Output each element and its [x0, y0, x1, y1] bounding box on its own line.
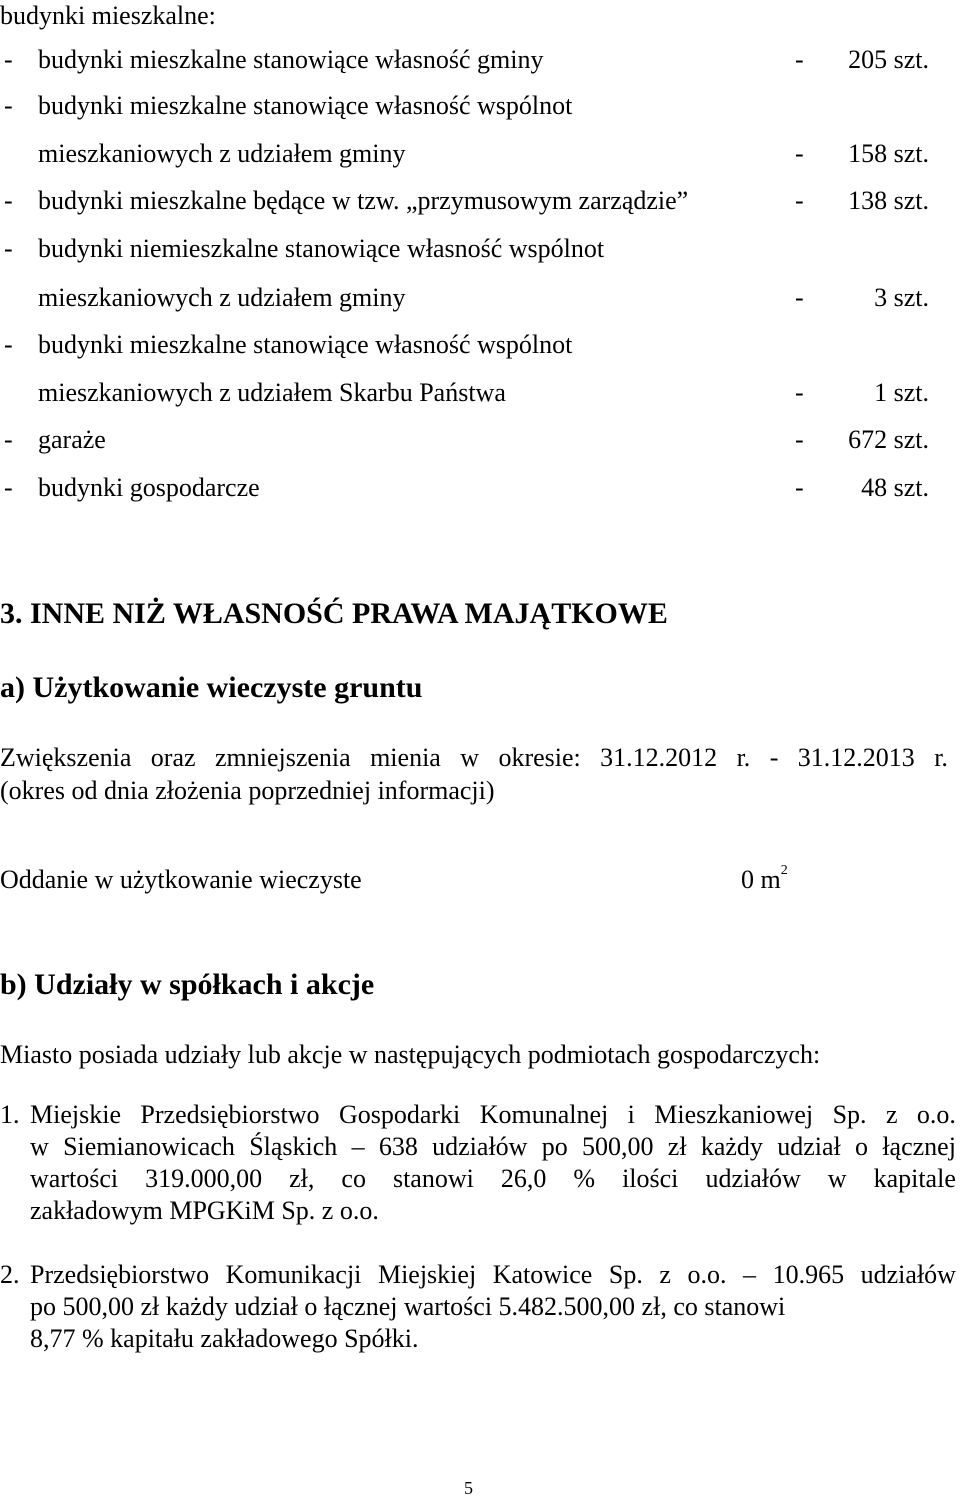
building-count: 48 szt.	[861, 473, 929, 502]
value-dash: -	[795, 425, 804, 454]
list-dash: -	[4, 330, 13, 359]
building-label-cont: mieszkaniowych z udziałem gminy	[38, 139, 406, 168]
shares-intro: Miasto posiada udziały lub akcje w następujących podmiotach gospodarczych:	[0, 1040, 821, 1069]
company-2-line-2: po 500,00 zł każdy udział o łącznej wartości 5.482.500,00 zł, co stanowi	[30, 1292, 786, 1321]
word: w	[30, 1132, 49, 1161]
company-1-line-2	[30, 1132, 956, 1162]
word: zł	[667, 1132, 687, 1161]
period-word: r.	[934, 743, 948, 772]
usufruct-value-number: 0 m	[741, 865, 781, 894]
value-dash: -	[795, 473, 804, 502]
building-label: budynki mieszkalne stanowiące własność gminy	[38, 45, 544, 74]
word: 638	[378, 1132, 418, 1161]
usufruct-value	[741, 865, 788, 895]
list-dash: -	[4, 473, 13, 502]
word: z	[659, 1260, 671, 1289]
word: zł,	[289, 1164, 315, 1193]
period-word: r.	[736, 743, 751, 772]
word: Siemianowicach	[63, 1132, 235, 1161]
word: każdy	[700, 1132, 763, 1161]
word: Sp.	[608, 1260, 643, 1289]
period-word: mienia	[370, 743, 441, 772]
word: o.o.	[687, 1260, 727, 1289]
word: w	[827, 1164, 847, 1193]
word: 26,0	[500, 1164, 547, 1193]
company-2-line-1	[30, 1260, 956, 1290]
building-count: 158 szt.	[848, 139, 929, 168]
word: ilości	[622, 1164, 679, 1193]
building-count: 672 szt.	[848, 425, 929, 454]
company-1-line-4: zakładowym MPGKiM Sp. z o.o.	[30, 1196, 379, 1225]
building-count: 205 szt.	[848, 45, 929, 74]
word: –	[743, 1260, 757, 1289]
word: Miejskiej	[377, 1260, 477, 1289]
word: 319.000,00	[145, 1164, 263, 1193]
word: kapitale	[873, 1164, 956, 1193]
period-word: -	[769, 743, 779, 772]
list-number: 2.	[0, 1260, 20, 1289]
company-1-line-1	[30, 1100, 956, 1130]
period-word: okresie:	[498, 743, 581, 772]
value-dash: -	[795, 186, 804, 215]
value-dash: -	[795, 283, 804, 312]
section3-title: 3. INNE NIŻ WŁASNOŚĆ PRAWA MAJĄTKOWE	[0, 597, 668, 630]
word: Gospodarki	[338, 1100, 461, 1129]
company-1-line-3	[30, 1164, 956, 1194]
word: –	[351, 1132, 365, 1161]
word: stanowi	[392, 1164, 474, 1193]
period-word: 31.12.2012	[600, 743, 718, 772]
company-2-line-3: 8,77 % kapitału zakładowego Spółki.	[30, 1324, 419, 1353]
building-label-cont: mieszkaniowych z udziałem Skarbu Państwa	[38, 378, 506, 407]
sub-a-title: a) Użytkowanie wieczyste gruntu	[0, 671, 423, 704]
word: Mieszkaniowej	[654, 1100, 814, 1129]
word: Miejskie	[30, 1100, 121, 1129]
word: Przedsiębiorstwo	[30, 1260, 210, 1289]
list-dash: -	[4, 91, 13, 120]
list-dash: -	[4, 234, 13, 263]
word: łącznej	[882, 1132, 956, 1161]
word: po	[541, 1132, 568, 1161]
value-dash: -	[795, 139, 804, 168]
building-count: 138 szt.	[848, 186, 929, 215]
building-label: budynki mieszkalne będące w tzw. „przymusowym zarządzie”	[38, 186, 689, 215]
word: 500,00	[582, 1132, 654, 1161]
word: wartości	[30, 1164, 119, 1193]
page-number: 5	[464, 1478, 473, 1498]
list-dash: -	[4, 186, 13, 215]
period-word: zmniejszenia	[214, 743, 351, 772]
word: o.o.	[916, 1100, 956, 1129]
usufruct-label: Oddanie w użytkowanie wieczyste	[0, 865, 362, 894]
word: udział	[777, 1132, 841, 1161]
word: z	[885, 1100, 898, 1129]
word: udziałów	[705, 1164, 801, 1193]
building-label: budynki mieszkalne stanowiące własność wspólnot	[38, 330, 573, 359]
section-intro: budynki mieszkalne:	[0, 1, 216, 30]
period-word: oraz	[150, 743, 196, 772]
sub-b-title: b) Udziały w spółkach i akcje	[0, 968, 375, 1001]
list-dash: -	[4, 425, 13, 454]
list-dash: -	[4, 45, 13, 74]
building-count: 1 szt.	[874, 378, 929, 407]
word: Śląskich	[249, 1132, 338, 1161]
period-word: Zwiększenia	[0, 743, 132, 772]
period-note: (okres od dnia złożenia poprzedniej informacji)	[0, 776, 495, 805]
list-number: 1.	[0, 1100, 20, 1129]
period-word: 31.12.2013	[797, 743, 915, 772]
word: udziałów	[432, 1132, 528, 1161]
building-count: 3 szt.	[874, 283, 929, 312]
unit-exponent: 2	[780, 863, 788, 879]
word: o	[855, 1132, 869, 1161]
building-label: budynki gospodarcze	[38, 473, 260, 502]
word: Komunikacji	[225, 1260, 362, 1289]
building-label: garaże	[38, 425, 106, 454]
word: Katowice	[492, 1260, 593, 1289]
period-line	[0, 743, 948, 773]
word: udziałów	[860, 1260, 956, 1289]
word: Komunalnej	[479, 1100, 609, 1129]
word: %	[573, 1164, 596, 1193]
building-label: budynki mieszkalne stanowiące własność wspólnot	[38, 91, 573, 120]
word: Przedsiębiorstwo	[140, 1100, 320, 1129]
period-word: w	[460, 743, 480, 772]
word: Sp.	[832, 1100, 867, 1129]
word: 10.965	[772, 1260, 845, 1289]
value-dash: -	[795, 45, 804, 74]
word: co	[341, 1164, 366, 1193]
word: i	[627, 1100, 635, 1129]
value-dash: -	[795, 378, 804, 407]
building-label-cont: mieszkaniowych z udziałem gminy	[38, 283, 406, 312]
building-label: budynki niemieszkalne stanowiące własność wspólnot	[38, 234, 605, 263]
